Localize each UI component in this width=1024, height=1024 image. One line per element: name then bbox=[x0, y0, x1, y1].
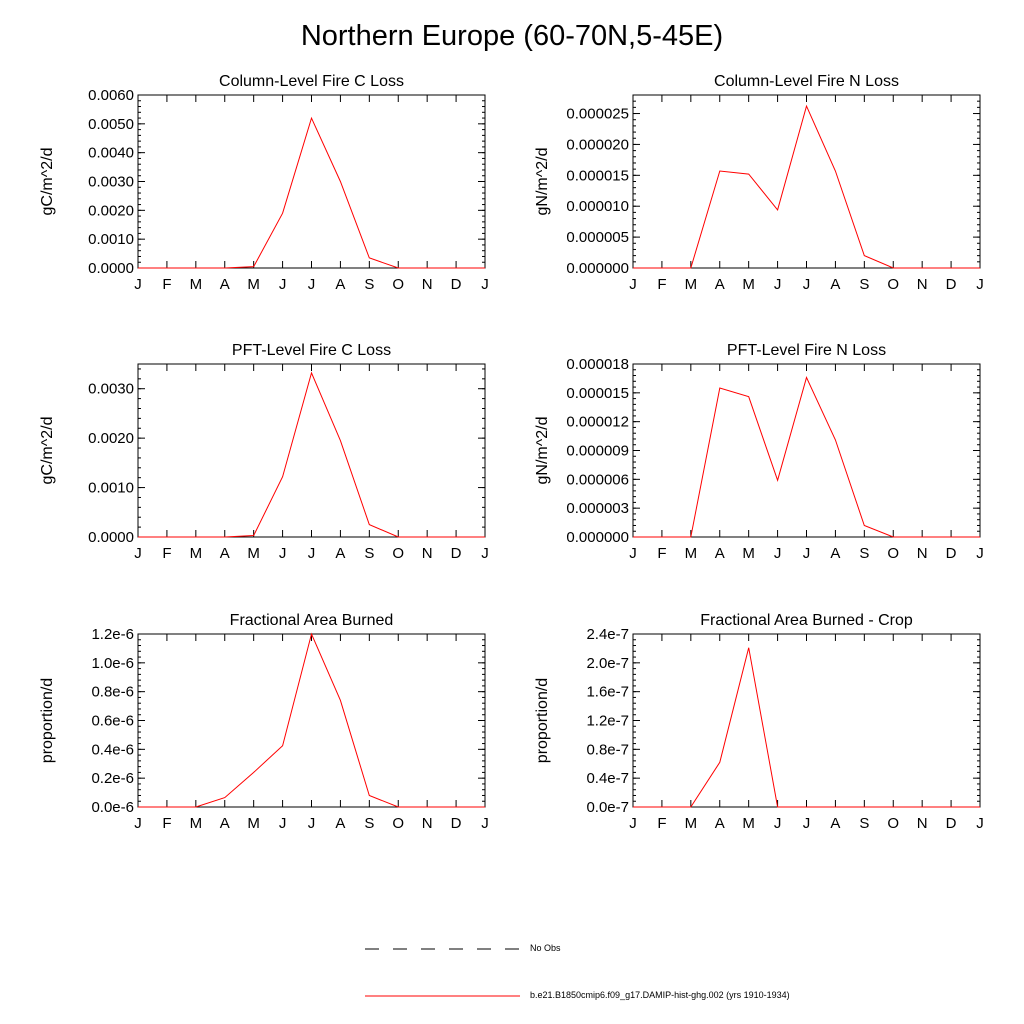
x-tick-label: A bbox=[335, 276, 346, 293]
chart-panel-3 bbox=[39, 342, 489, 562]
x-tick-label: J bbox=[976, 545, 984, 562]
x-tick-label: N bbox=[916, 545, 928, 562]
x-tick-label: J bbox=[629, 545, 637, 562]
x-tick-label: A bbox=[830, 815, 841, 832]
x-tick-label: J bbox=[773, 545, 782, 562]
x-tick-label: M bbox=[247, 545, 260, 562]
x-tick-label: J bbox=[773, 276, 782, 293]
y-tick-label: 0.000010 bbox=[566, 198, 629, 216]
y-tick-label: 1.2e-6 bbox=[91, 626, 134, 643]
y-tick-label: 0.0040 bbox=[88, 144, 134, 162]
series-line-1 bbox=[633, 378, 980, 538]
y-axis-label: gN/m^2/d bbox=[534, 147, 551, 216]
x-tick-label: F bbox=[657, 545, 667, 562]
y-tick-label: 0.8e-6 bbox=[91, 683, 134, 701]
x-tick-label: J bbox=[802, 276, 811, 293]
plot-frame bbox=[633, 634, 980, 807]
x-tick-label: A bbox=[335, 545, 346, 562]
x-tick-label: A bbox=[219, 276, 230, 293]
x-tick-label: M bbox=[742, 276, 755, 293]
x-tick-label: O bbox=[887, 815, 900, 832]
x-tick-label: N bbox=[421, 545, 433, 562]
x-tick-label: J bbox=[802, 815, 811, 832]
x-tick-label: O bbox=[887, 276, 900, 293]
y-axis-label: gC/m^2/d bbox=[39, 416, 56, 485]
y-axis-label: gC/m^2/d bbox=[39, 147, 56, 216]
x-tick-label: N bbox=[421, 815, 433, 832]
x-tick-label: S bbox=[859, 545, 870, 562]
legend bbox=[365, 949, 520, 996]
y-tick-label: 2.4e-7 bbox=[586, 626, 629, 643]
y-tick-label: 0.000000 bbox=[566, 529, 629, 546]
x-tick-label: M bbox=[247, 276, 260, 293]
x-tick-label: A bbox=[219, 815, 230, 832]
x-tick-label: S bbox=[859, 815, 870, 832]
y-tick-label: 0.0030 bbox=[88, 380, 134, 398]
x-tick-label: J bbox=[278, 545, 287, 562]
x-tick-label: N bbox=[916, 815, 928, 832]
y-tick-label: 0.000006 bbox=[566, 471, 629, 489]
legend-label-no-obs: No Obs bbox=[530, 943, 561, 953]
y-tick-label: 0.2e-6 bbox=[91, 770, 134, 788]
y-tick-label: 1.6e-7 bbox=[586, 683, 629, 701]
y-tick-label: 0.0000 bbox=[88, 260, 134, 277]
y-axis-label: proportion/d bbox=[39, 677, 56, 764]
x-tick-label: D bbox=[450, 276, 462, 293]
y-tick-label: 0.8e-7 bbox=[586, 741, 629, 759]
y-tick-label: 0.0020 bbox=[88, 202, 134, 220]
y-tick-label: 0.000015 bbox=[566, 384, 629, 402]
x-tick-label: O bbox=[392, 545, 405, 562]
x-tick-label: F bbox=[657, 276, 667, 293]
x-tick-label: J bbox=[278, 815, 287, 832]
y-tick-label: 0.000018 bbox=[566, 356, 629, 373]
x-tick-label: M bbox=[247, 815, 260, 832]
x-tick-label: J bbox=[629, 815, 637, 832]
x-tick-label: J bbox=[773, 815, 782, 832]
x-tick-label: S bbox=[364, 815, 375, 832]
y-tick-label: 0.0020 bbox=[88, 430, 134, 448]
x-tick-label: O bbox=[392, 815, 405, 832]
chart-panel-2 bbox=[534, 73, 984, 293]
panel-title: PFT-Level Fire N Loss bbox=[726, 342, 887, 359]
x-tick-label: S bbox=[364, 276, 375, 293]
figure-title: Northern Europe (60-70N,5-45E) bbox=[300, 20, 724, 52]
x-tick-label: D bbox=[945, 276, 957, 293]
x-tick-label: D bbox=[945, 815, 957, 832]
y-tick-label: 0.6e-6 bbox=[91, 712, 134, 730]
plot-frame bbox=[633, 95, 980, 268]
y-tick-label: 0.000020 bbox=[566, 136, 629, 154]
x-tick-label: A bbox=[335, 815, 346, 832]
y-axis-label: proportion/d bbox=[534, 677, 551, 764]
x-tick-label: D bbox=[450, 545, 462, 562]
x-tick-label: M bbox=[189, 276, 203, 293]
y-tick-label: 0.0010 bbox=[88, 479, 134, 497]
x-tick-label: J bbox=[481, 276, 489, 293]
panel-title: Fractional Area Burned - Crop bbox=[700, 612, 913, 629]
y-tick-label: 0.000012 bbox=[566, 413, 629, 431]
y-tick-label: 0.000000 bbox=[566, 260, 629, 277]
x-tick-label: F bbox=[162, 815, 172, 832]
y-tick-label: 0.4e-6 bbox=[91, 741, 134, 759]
plot-frame bbox=[138, 364, 485, 537]
x-tick-label: M bbox=[684, 545, 698, 562]
y-tick-label: 0.0060 bbox=[88, 87, 134, 104]
chart-panel-6 bbox=[534, 612, 984, 832]
series-line-1 bbox=[633, 648, 980, 807]
series-line-1 bbox=[138, 634, 485, 807]
plot-frame bbox=[138, 634, 485, 807]
x-tick-label: J bbox=[802, 545, 811, 562]
series-line-1 bbox=[633, 106, 980, 268]
y-axis-label: gN/m^2/d bbox=[534, 416, 551, 485]
y-tick-label: 0.000025 bbox=[566, 105, 629, 123]
x-tick-label: N bbox=[916, 276, 928, 293]
panel-title: Fractional Area Burned bbox=[229, 612, 394, 629]
y-tick-label: 0.000005 bbox=[566, 229, 629, 247]
x-tick-label: J bbox=[307, 276, 316, 293]
x-tick-label: M bbox=[742, 545, 755, 562]
x-tick-label: J bbox=[134, 276, 142, 293]
plot-frame bbox=[138, 95, 485, 268]
y-tick-label: 1.0e-6 bbox=[91, 654, 134, 672]
chart-panel-4 bbox=[534, 342, 984, 562]
y-tick-label: 2.0e-7 bbox=[586, 654, 629, 672]
panel-title: Column-Level Fire N Loss bbox=[714, 73, 899, 90]
x-tick-label: O bbox=[392, 276, 405, 293]
plot-frame bbox=[633, 364, 980, 537]
y-tick-label: 0.0010 bbox=[88, 231, 134, 249]
y-tick-label: 0.0050 bbox=[88, 115, 134, 133]
x-tick-label: A bbox=[219, 545, 230, 562]
x-tick-label: F bbox=[657, 815, 667, 832]
x-tick-label: J bbox=[629, 276, 637, 293]
x-tick-label: J bbox=[976, 276, 984, 293]
y-tick-label: 0.0e-7 bbox=[586, 799, 629, 816]
y-tick-label: 0.000003 bbox=[566, 500, 629, 518]
x-tick-label: A bbox=[830, 276, 841, 293]
x-tick-label: J bbox=[481, 545, 489, 562]
x-tick-label: F bbox=[162, 545, 172, 562]
x-tick-label: J bbox=[134, 815, 142, 832]
series-line-1 bbox=[138, 118, 485, 268]
x-tick-label: F bbox=[162, 276, 172, 293]
y-tick-label: 0.4e-7 bbox=[586, 770, 629, 788]
x-tick-label: J bbox=[307, 815, 316, 832]
x-tick-label: A bbox=[714, 815, 725, 832]
x-tick-label: J bbox=[976, 815, 984, 832]
x-tick-label: A bbox=[714, 545, 725, 562]
x-tick-label: J bbox=[481, 815, 489, 832]
x-tick-label: M bbox=[189, 815, 203, 832]
y-tick-label: 1.2e-7 bbox=[586, 712, 629, 730]
y-tick-label: 0.0e-6 bbox=[91, 799, 134, 816]
x-tick-label: A bbox=[830, 545, 841, 562]
y-tick-label: 0.000015 bbox=[566, 167, 629, 185]
panel-title: PFT-Level Fire C Loss bbox=[231, 342, 392, 359]
y-tick-label: 0.0000 bbox=[88, 529, 134, 546]
x-tick-label: S bbox=[364, 545, 375, 562]
x-tick-label: M bbox=[684, 276, 698, 293]
x-tick-label: D bbox=[945, 545, 957, 562]
x-tick-label: A bbox=[714, 276, 725, 293]
panel-title: Column-Level Fire C Loss bbox=[219, 73, 404, 90]
x-tick-label: S bbox=[859, 276, 870, 293]
x-tick-label: N bbox=[421, 276, 433, 293]
y-tick-label: 0.0030 bbox=[88, 173, 134, 191]
x-tick-label: M bbox=[684, 815, 698, 832]
x-tick-label: J bbox=[278, 276, 287, 293]
x-tick-label: D bbox=[450, 815, 462, 832]
x-tick-label: M bbox=[742, 815, 755, 832]
x-tick-label: O bbox=[887, 545, 900, 562]
x-tick-label: J bbox=[307, 545, 316, 562]
panels bbox=[39, 73, 984, 832]
chart-panel-1 bbox=[39, 73, 489, 293]
y-tick-label: 0.000009 bbox=[566, 442, 629, 460]
x-tick-label: M bbox=[189, 545, 203, 562]
series-line-1 bbox=[138, 373, 485, 537]
legend-label-model: b.e21.B1850cmip6.f09_g17.DAMIP-hist-ghg.002 (yrs 1910-1934) bbox=[530, 990, 790, 1000]
chart-panel-5 bbox=[39, 612, 489, 832]
x-tick-label: J bbox=[134, 545, 142, 562]
